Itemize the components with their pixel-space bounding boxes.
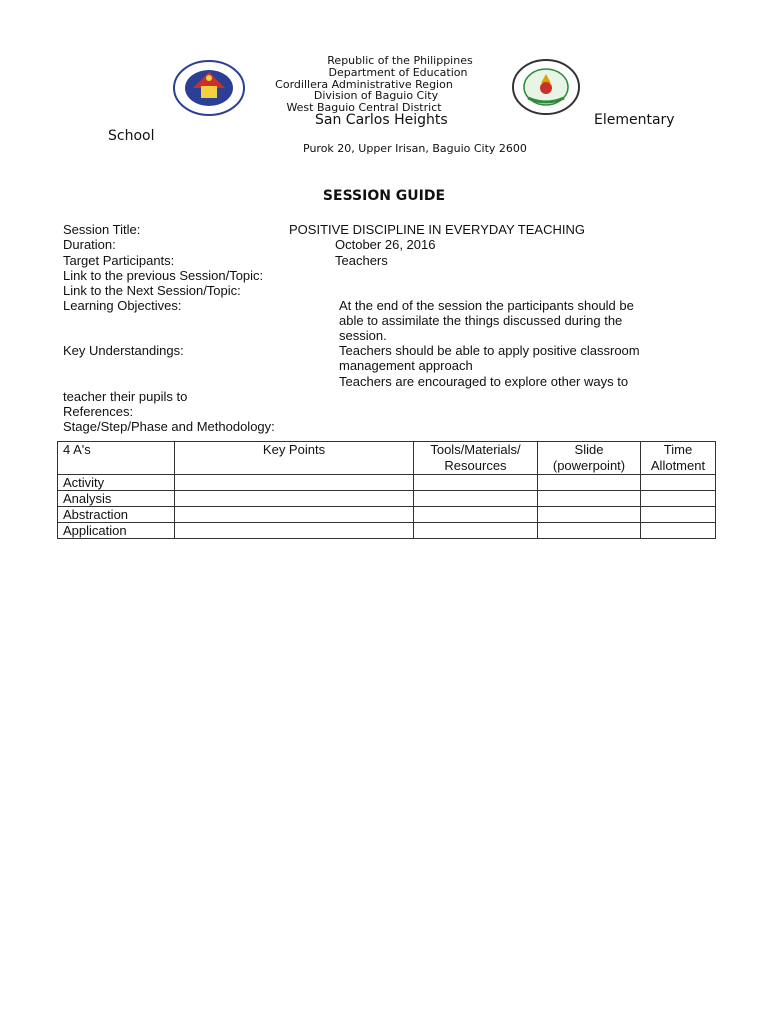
table-row <box>58 475 716 491</box>
col-tools-l1: Tools/Materials/ <box>430 442 521 457</box>
session-title-value: POSITIVE DISCIPLINE IN EVERYDAY TEACHING <box>289 222 585 237</box>
col-tools <box>414 442 538 475</box>
school-name: San Carlos Heights <box>315 112 448 128</box>
table-row <box>58 523 716 539</box>
header-line-1: Republic of the Philippines <box>327 54 473 67</box>
key-line-3: Teachers are encouraged to explore other ways to <box>339 374 629 389</box>
row-label: Application <box>58 523 175 539</box>
participants-label: Target Participants: <box>63 253 175 268</box>
col-tools-l2: Resources <box>444 458 507 473</box>
stage-label: Stage/Step/Phase and Methodology: <box>63 419 275 434</box>
header-line-5: West Baguio Central District <box>286 101 442 114</box>
col-slide-l2: (powerpoint) <box>552 458 626 473</box>
key-line-2: management approach <box>339 358 473 373</box>
col-time-l1: Time <box>663 442 693 457</box>
references-label: References: <box>63 404 134 419</box>
col-4as: 4 A's <box>58 442 175 475</box>
col-time-l2: Allotment <box>650 458 706 473</box>
row-label: Activity <box>58 475 175 491</box>
document-title: SESSION GUIDE <box>322 188 446 204</box>
school-address: Purok 20, Upper Irisan, Baguio City 2600 <box>303 142 527 155</box>
duration-value: October 26, 2016 <box>335 237 436 252</box>
header-line-4: Division of Baguio City <box>313 89 439 102</box>
table-row <box>58 491 716 507</box>
duration-label: Duration: <box>63 237 116 252</box>
session-title-label: Session Title: <box>63 222 141 237</box>
key-wrap-line: teacher their pupils to <box>63 389 188 404</box>
col-slide-l1: Slide <box>574 442 604 457</box>
objectives-line-2: able to assimilate the things discussed during the <box>339 313 623 328</box>
col-time <box>641 442 716 475</box>
key-understandings-label: Key Understandings: <box>63 343 184 358</box>
table-header-row <box>58 442 716 475</box>
school-name-school: School <box>108 128 155 144</box>
school-name-elementary: Elementary <box>594 112 675 128</box>
header-line-3: Cordillera Administrative Region <box>275 78 453 91</box>
objectives-line-3: session. <box>339 328 387 343</box>
header-line-2: Department of Education <box>328 66 468 79</box>
participants-value: Teachers <box>335 253 388 268</box>
row-label: Analysis <box>58 491 175 507</box>
table-row <box>58 507 716 523</box>
key-line-1: Teachers should be able to apply positive classroom <box>339 343 640 358</box>
col-key-points: Key Points <box>175 442 414 475</box>
methodology-table <box>57 441 716 539</box>
objectives-line-1: At the end of the session the participants should be <box>339 298 634 313</box>
objectives-label: Learning Objectives: <box>63 298 182 313</box>
row-label: Abstraction <box>58 507 175 523</box>
link-previous-label: Link to the previous Session/Topic: <box>63 268 264 283</box>
col-slide <box>538 442 641 475</box>
link-next-label: Link to the Next Session/Topic: <box>63 283 241 298</box>
